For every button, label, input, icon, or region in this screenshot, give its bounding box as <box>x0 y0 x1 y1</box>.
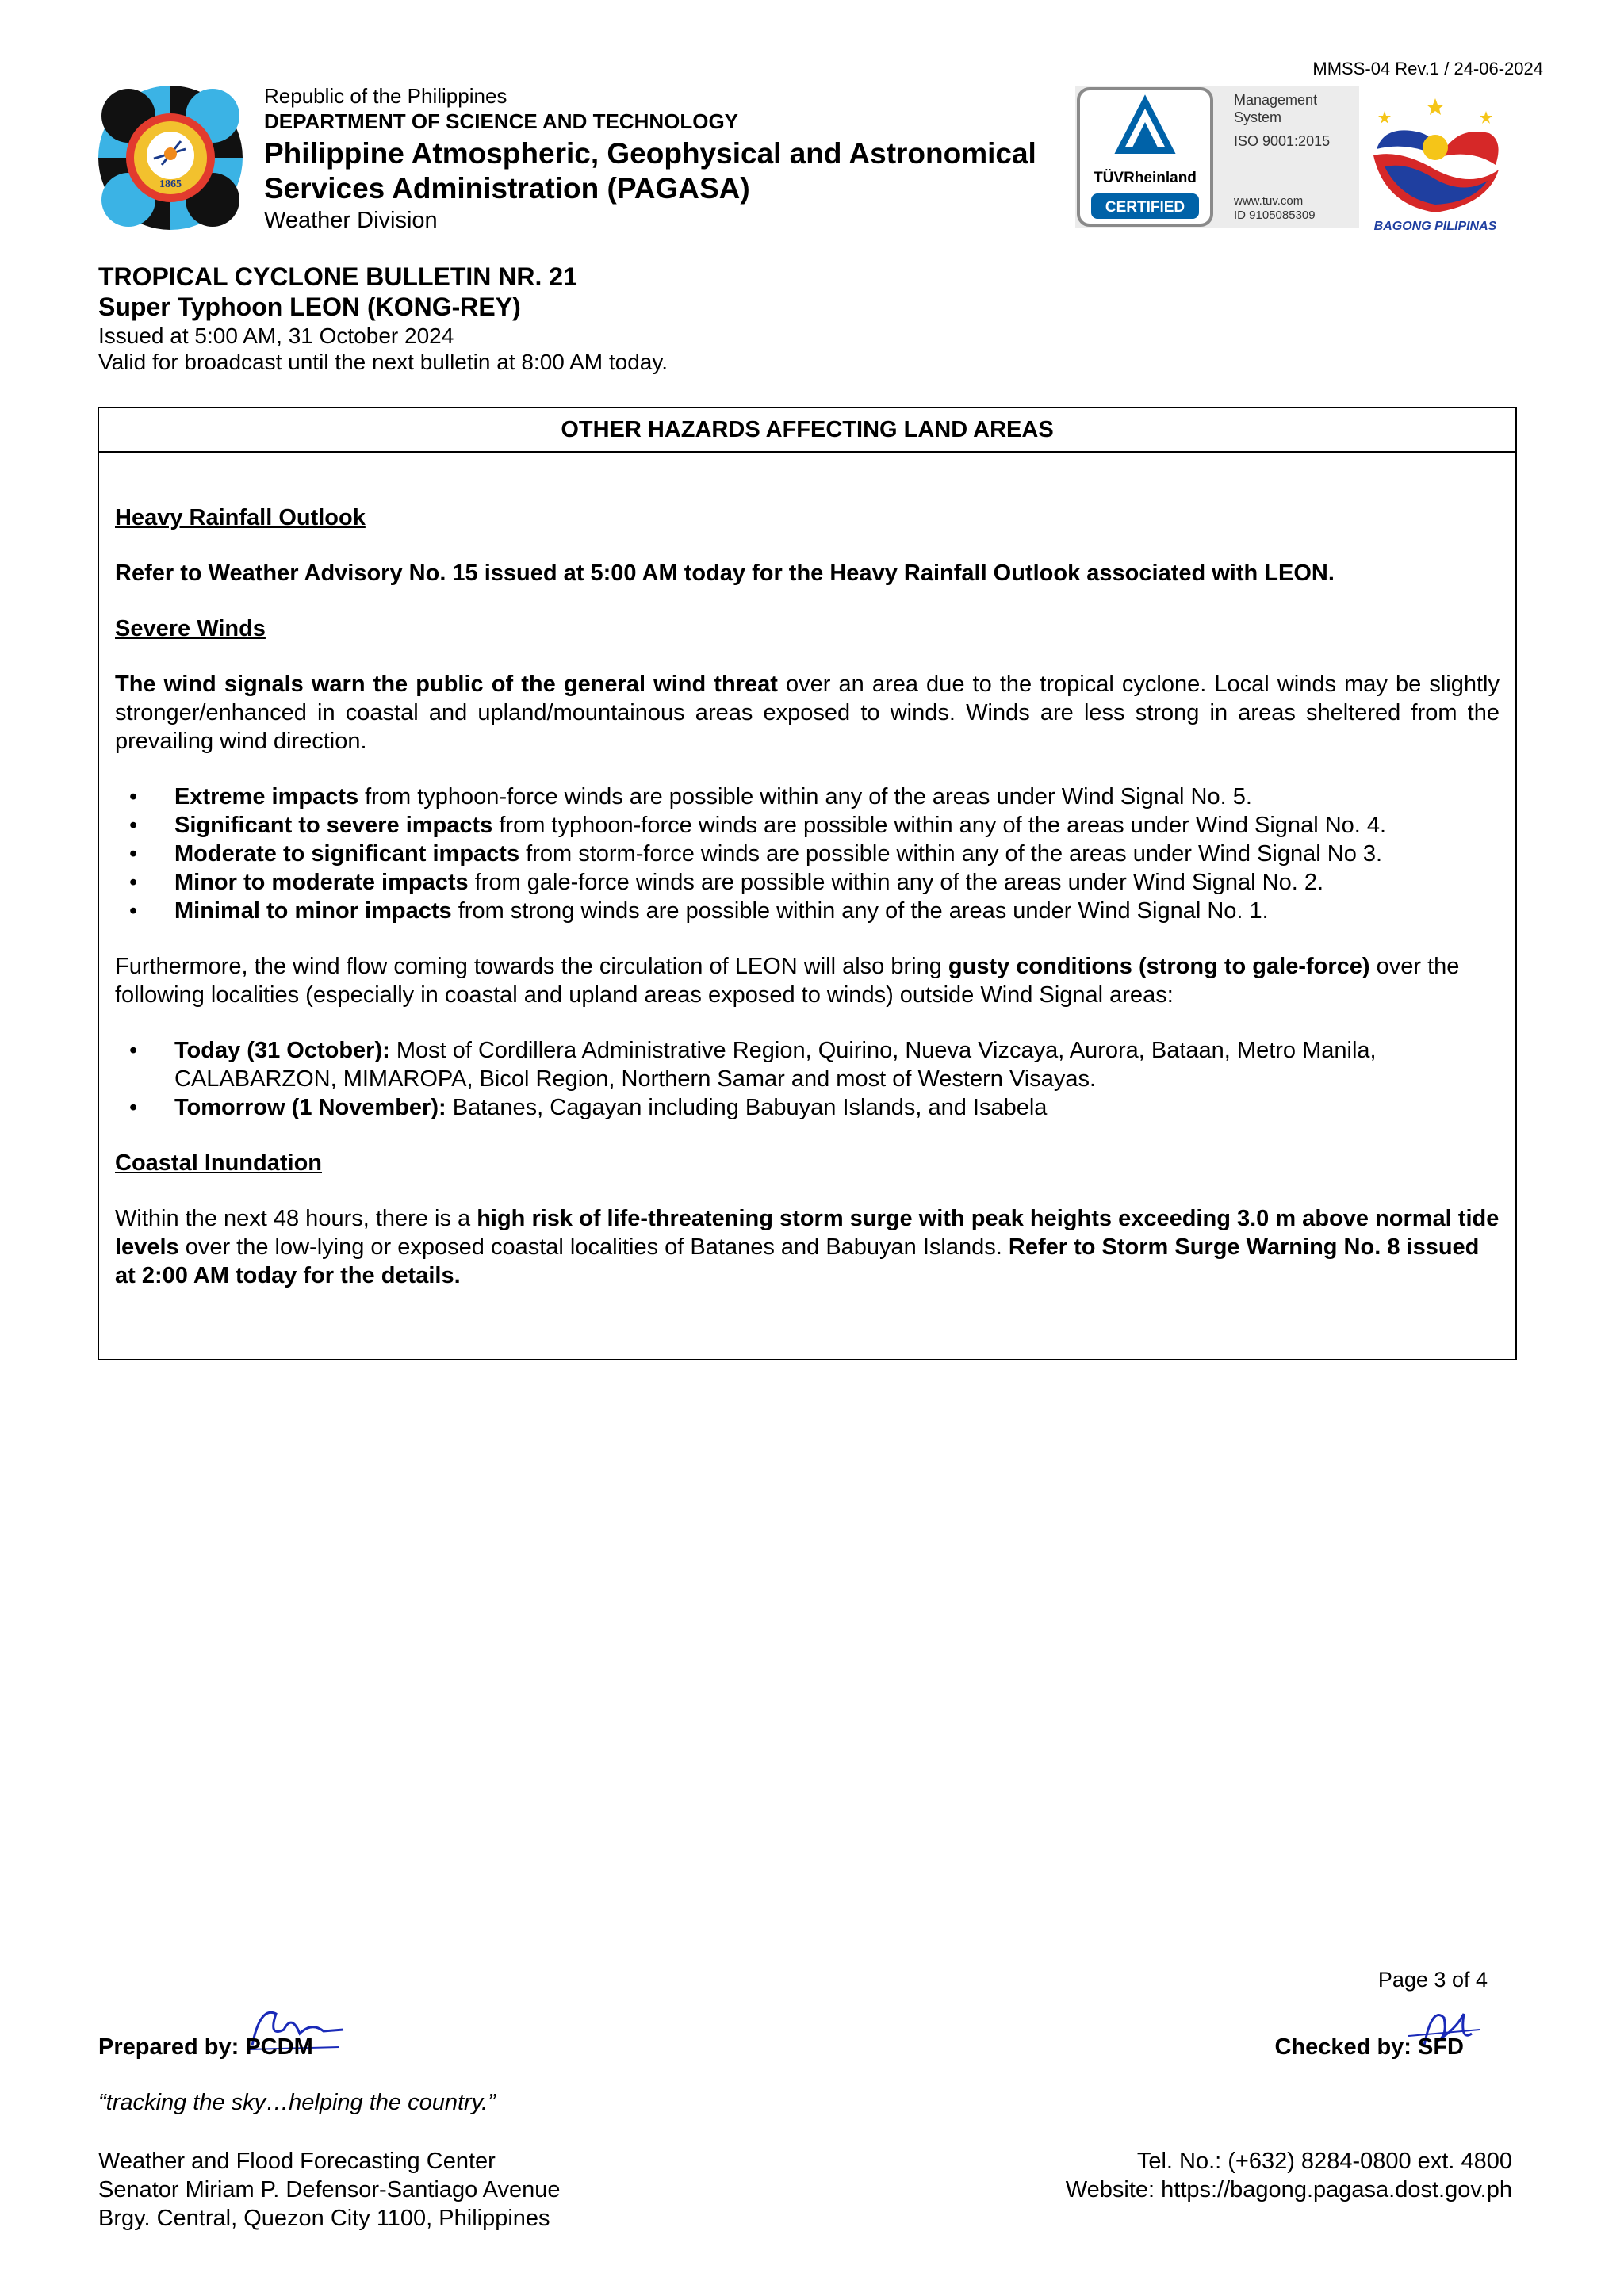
pagasa-year: 1865 <box>159 178 182 190</box>
document-reference-code: MMSS-04 Rev.1 / 24-06-2024 <box>1312 59 1543 78</box>
list-item: • Significant to severe impacts from typhoon-force winds are possible within any of the areas under Wind Signal No. 4. <box>115 811 1500 840</box>
website-link[interactable]: Website: https://bagong.pagasa.dost.gov.ph <box>1065 2177 1512 2202</box>
bulletin-title: TROPICAL CYCLONE BULLETIN NR. 21 <box>98 262 577 291</box>
tuv-system: System <box>1234 109 1282 125</box>
list-item: • Today (31 October): Most of Cordillera Administrative Region, Quirino, Nueva Vizcaya, Aurora, Bataan, Metro Manila, CALABARZON, MIMAROPA, Bicol Region, Northern Samar and most of Western Visayas. <box>115 1036 1500 1093</box>
list-item: • Tomorrow (1 November): Batanes, Cagayan including Babuyan Islands, and Isabela <box>115 1093 1500 1122</box>
tuv-certified: CERTIFIED <box>1105 199 1185 216</box>
coastal-section-title: Coastal Inundation <box>115 1150 322 1176</box>
hazards-content <box>99 453 1515 1290</box>
coastal-text: Within the next 48 hours, there is a high risk of life-threatening storm surge with peak heights exceeding 3.0 m above normal tide levels over the low-lying or exposed coastal localities of Batanes and Babuyan Islands. Refer to Storm Surge Warning No. 8 issued at 2:00 AM today for the details. <box>115 1206 1500 1288</box>
agency-name-line2: Services Administration (PAGASA) <box>264 172 750 205</box>
address-line: Weather and Flood Forecasting Center <box>98 2149 496 2174</box>
hazards-heading: OTHER HAZARDS AFFECTING LAND AREAS <box>99 408 1515 453</box>
tuv-iso-certification-logo <box>1075 86 1359 228</box>
rainfall-text: Refer to Weather Advisory No. 15 issued at 5:00 AM today for the Heavy Rainfall Outlook associated with LEON. <box>115 561 1335 586</box>
storm-name: Super Typhoon LEON (KONG-REY) <box>98 293 521 322</box>
bagong-pilipinas-logo <box>1353 94 1518 233</box>
list-item: • Minimal to minor impacts from strong winds are possible within any of the areas under Wind Signal No. 1. <box>115 897 1500 925</box>
rainfall-section-title: Heavy Rainfall Outlook <box>115 505 366 530</box>
winds-intro: The wind signals warn the public of the general wind threat over an area due to the tropical cyclone. Local winds may be slightly stronger/enhanced in coastal and upland/mountainous areas exposed to winds. Winds are less strong in areas sheltered from the prevailing wind direction. <box>115 672 1500 754</box>
division-line: Weather Division <box>264 208 438 233</box>
agency-header <box>264 86 1036 232</box>
checked-by: Checked by: SFD <box>1274 2034 1464 2060</box>
telephone-number: Tel. No.: (+632) 8284-0800 ext. 4800 <box>1136 2149 1512 2174</box>
other-hazards-box <box>98 407 1517 1360</box>
list-item: • Minor to moderate impacts from gale-force winds are possible within any of the areas under Wind Signal No. 2. <box>115 868 1500 897</box>
tuv-management: Management <box>1234 92 1318 108</box>
department-line: DEPARTMENT OF SCIENCE AND TECHNOLOGY <box>264 109 739 133</box>
gusty-conditions-text: Furthermore, the wind flow coming towards the circulation of LEON will also bring gusty conditions (strong to gale-force) over the following localities (especially in coastal and upland areas exposed to winds) outside Wind Signal areas: <box>115 954 1460 1008</box>
list-item: • Extreme impacts from typhoon-force winds are possible within any of the areas under Wind Signal No. 5. <box>115 783 1500 811</box>
bulletin-title-block <box>98 262 668 376</box>
tuv-iso-standard: ISO 9001:2015 <box>1234 133 1331 149</box>
dost-pagasa-logo <box>98 86 243 230</box>
bagong-pilipinas-text: BAGONG PILIPINAS <box>1373 220 1497 233</box>
contact-block <box>1066 2147 1512 2204</box>
tuv-brand: TÜVRheinland <box>1094 170 1197 186</box>
prepared-by: Prepared by: PCDM <box>98 2034 313 2060</box>
winds-section-title: Severe Winds <box>115 616 266 641</box>
address-line: Brgy. Central, Quezon City 1100, Philippines <box>98 2206 550 2231</box>
list-item: • Moderate to significant impacts from storm-force winds are possible within any of the areas under Wind Signal No 3. <box>115 840 1500 868</box>
address-line: Senator Miriam P. Defensor-Santiago Avenue <box>98 2177 561 2202</box>
gusty-days-list <box>115 1036 1500 1122</box>
wind-impacts-list <box>115 783 1500 925</box>
page-number: Page 3 of 4 <box>1377 1968 1488 1992</box>
republic-line: Republic of the Philippines <box>264 84 508 108</box>
validity-note: Valid for broadcast until the next bulletin at 8:00 AM today. <box>98 350 668 375</box>
address-block <box>98 2147 561 2233</box>
agency-name-line1: Philippine Atmospheric, Geophysical and Astronomical <box>264 137 1036 170</box>
issued-time: Issued at 5:00 AM, 31 October 2024 <box>98 323 454 348</box>
tuv-website: www.tuv.com <box>1234 194 1304 208</box>
agency-motto: “tracking the sky…helping the country.” <box>98 2090 496 2115</box>
tuv-id: ID 9105085309 <box>1234 209 1316 222</box>
